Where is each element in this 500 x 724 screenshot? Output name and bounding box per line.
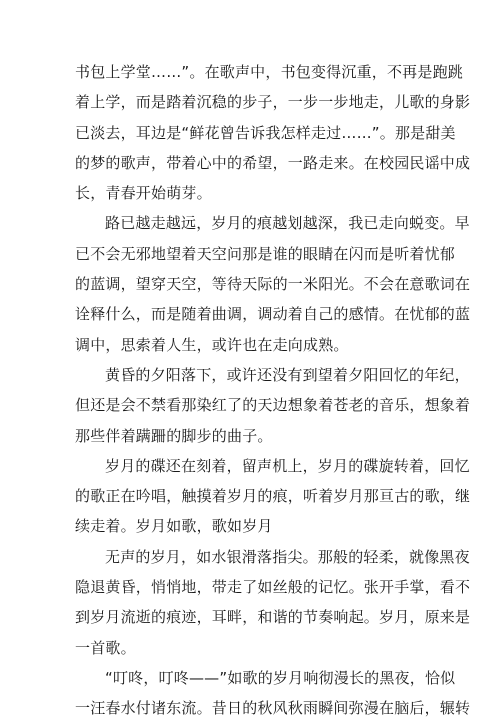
paragraph-4 xyxy=(75,451,471,542)
paragraph-1 xyxy=(75,57,471,208)
text-line: 的梦的歌声，带着心中的希望，一路走来。在校园民谣中成 xyxy=(75,153,471,172)
text-line: 一首歌。 xyxy=(75,638,136,657)
text-line: 那些伴着蹒跚的脚步的曲子。 xyxy=(75,426,273,445)
text-line: 岁月的碟还在刻着，留声机上，岁月的碟旋转着，回忆 xyxy=(105,456,470,475)
text-line: 隐退黄昏，悄悄地，带走了如丝般的记忆。张开手掌，看不 xyxy=(75,578,471,597)
text-line: 的歌正在吟唱，触摸着岁月的痕，听着岁月那亘古的歌，继 xyxy=(75,487,471,506)
paragraph-3 xyxy=(75,360,471,451)
text-line: 长，青春开始萌芽。 xyxy=(75,184,212,203)
text-line: 调中，思索着人生，或许也在走向成熟。 xyxy=(75,335,349,354)
text-line: 诠释什么，而是随着曲调，调动着自己的感情。在忧郁的蓝 xyxy=(75,305,471,324)
text-line: 已不会无邪地望着天空问那是谁的眼睛在闪而是听着忧郁 xyxy=(75,244,456,263)
text-line: 但还是会不禁看那染红了的天边想象着苍老的音乐，想象着 xyxy=(75,396,471,415)
text-line: 黄昏的夕阳落下，或许还没有到望着夕阳回忆的年纪， xyxy=(105,365,470,384)
text-line: “叮咚，叮咚——”如歌的岁月响彻漫长的黑夜，恰似 xyxy=(105,668,456,687)
paragraph-6 xyxy=(75,663,471,724)
text-line: 到岁月流逝的痕迹，耳畔，和谐的节奏响起。岁月，原来是 xyxy=(75,608,471,627)
paragraph-5 xyxy=(75,542,471,663)
text-line: 一汪春水付诸东流。昔日的秋风秋雨瞬间弥漫在脑后，辗转 xyxy=(75,699,471,718)
text-line: 书包上学堂……”。在歌声中，书包变得沉重，不再是跑跳 xyxy=(75,63,463,81)
text-line: 路已越走越远，岁月的痕越划越深，我已走向蜕变。早 xyxy=(105,214,470,233)
text-line: 着上学，而是踏着沉稳的步子，一步一步地走，儿歌的身影 xyxy=(75,93,471,112)
text-line: 的蓝调，望穿天空，等待天际的一米阳光。不会在意歌词在 xyxy=(75,275,471,294)
text-line: 续走着。岁月如歌，歌如岁月 xyxy=(75,517,273,536)
text-line: 已淡去，耳边是“鲜花曾告诉我怎样走过……”。那是甜美 xyxy=(75,123,456,142)
text-line: 无声的岁月，如水银滑落指尖。那般的轻柔，就像黑夜 xyxy=(105,547,470,566)
paragraph-2 xyxy=(75,208,471,359)
document-page xyxy=(75,57,471,724)
